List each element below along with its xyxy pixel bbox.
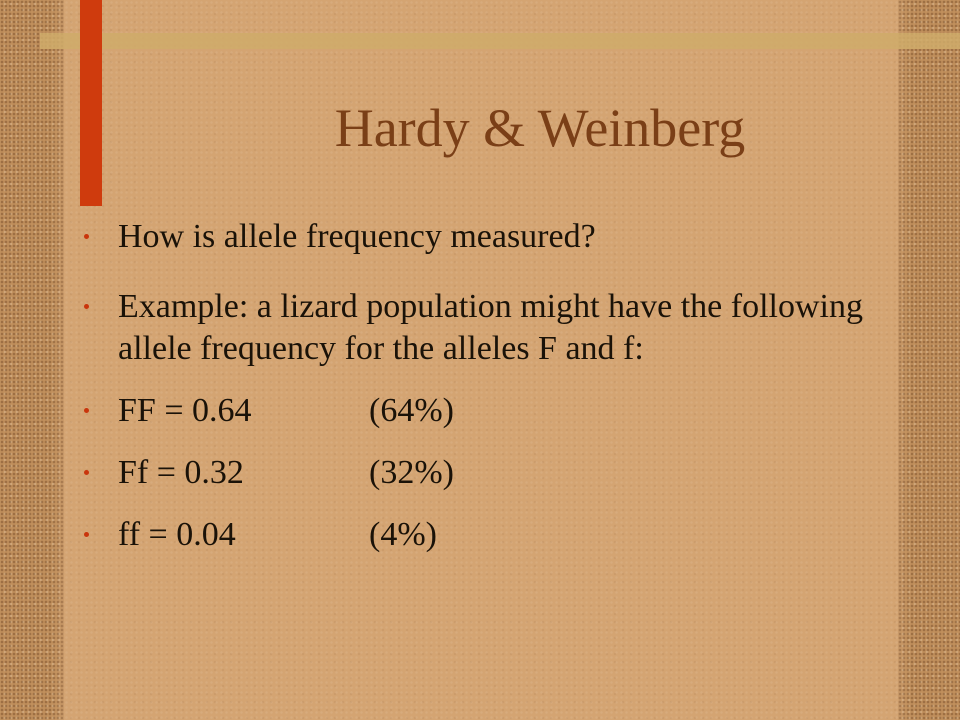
bullet-dot-icon — [84, 532, 89, 537]
genotype-frequency: ff = 0.04 — [118, 516, 236, 553]
bullet-item-question — [84, 216, 884, 258]
top-accent-stripe — [40, 33, 960, 49]
bullet-dot-icon — [84, 408, 89, 413]
bullet-text: How is allele frequency measured? — [118, 218, 596, 255]
left-texture-border — [0, 0, 64, 720]
left-accent-bar — [80, 0, 102, 206]
bullet-item-genotype-FF — [84, 390, 884, 432]
bullet-item-genotype-Ff — [84, 452, 884, 494]
bullet-item-genotype-ff — [84, 514, 884, 556]
genotype-frequency: Ff = 0.32 — [118, 454, 244, 491]
slide-title: Hardy & Weinberg — [334, 98, 746, 158]
right-texture-border — [898, 0, 960, 720]
bullet-text: Example: a lizard population might have the following allele frequency for the alleles F and f: — [118, 288, 863, 367]
genotype-frequency: FF = 0.64 — [118, 392, 252, 429]
bullet-dot-icon — [84, 234, 89, 239]
bullet-dot-icon — [84, 470, 89, 475]
bullet-list — [84, 216, 884, 556]
bullet-item-example — [84, 286, 884, 370]
bullet-dot-icon — [84, 304, 89, 309]
genotype-percent: (4%) — [369, 516, 437, 553]
genotype-percent: (32%) — [369, 454, 454, 491]
genotype-percent: (64%) — [369, 392, 454, 429]
